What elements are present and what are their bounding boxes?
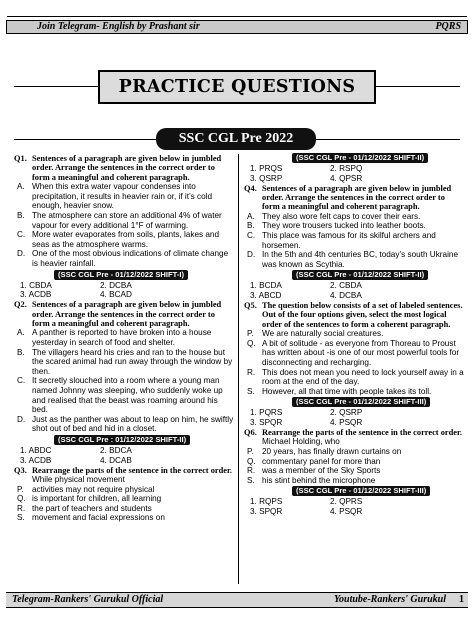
option-label: D. (17, 249, 26, 259)
question-number: Q1. (14, 154, 27, 163)
option-label: Q. (247, 338, 256, 348)
option-label: R. (247, 367, 256, 377)
footer-telegram-text: Telegram-Rankers' Gurukul Official (12, 594, 164, 605)
option-label: S. (247, 475, 255, 485)
option (14, 485, 234, 495)
option (14, 348, 234, 377)
option (244, 457, 464, 467)
question-text: Sentences of a paragraph are given below in jumbled order. Arrange the sentences in the correct order to form a meaningful and coherent paragraph. (32, 154, 222, 182)
answer-choice: 3. SPQR (250, 507, 283, 517)
option-text: However, all that time with people takes its toll. (262, 386, 432, 396)
question-number: Q2. (14, 300, 27, 310)
answer-choices (14, 446, 234, 466)
option-text: The atmosphere can store an additional 4% of water vapour for every additional 1°F of warming. (32, 211, 222, 230)
answer-choice: 2. CBDA (330, 281, 362, 291)
option (14, 230, 234, 249)
option-text: One of the most obvious indications of climate change is heavier rainfall. (32, 249, 229, 268)
exam-tag: (SSC CGL Pre - 01/12/2022 SHIFT-III) (292, 397, 430, 407)
option-text: We are naturally social creatures. (262, 329, 384, 339)
answer-choices (244, 281, 464, 301)
option-label: P. (247, 446, 254, 456)
answer-choice: 2. BDCA (100, 445, 132, 455)
question-text: Rearrange the parts of the sentence in the correct order. (32, 465, 233, 475)
question-number: Q5. (244, 300, 257, 310)
option-text: This does not mean you need to lock yourself away in a room at the end of the day. (262, 367, 464, 387)
option-text: activities may not require physical (32, 484, 155, 494)
question-number: Q3. (14, 465, 27, 475)
option (244, 221, 464, 231)
option-label: S. (17, 513, 25, 523)
question-1 (14, 154, 234, 182)
answer-choice: 2. RSPQ (330, 164, 363, 173)
option-text: his stint behind the microphone (262, 475, 376, 485)
answer-choices (14, 281, 234, 301)
option-text: This place was famous for its skilful archers and horsemen. (262, 231, 436, 250)
option (244, 329, 464, 339)
option (14, 249, 234, 268)
answer-choice: 2. QPRS (330, 497, 363, 507)
question-4 (244, 184, 464, 212)
answer-choices (244, 497, 464, 517)
option-text: In the 5th and 4th centuries BC, today’s south Ukraine was known as Scythia. (262, 250, 459, 269)
option (14, 415, 234, 434)
option-text: It secretly slouched into a room where a young man named Johnny was sleeping, who suddenly woke up and realised that the beast was roaming around his bed. (32, 376, 223, 415)
option-label: A. (247, 211, 255, 221)
page-footer (6, 592, 468, 608)
answer-choice: 2. QSRP (330, 408, 363, 418)
option-text: was a member of the Sky Sports (262, 466, 381, 476)
sentence-lead: Michael Holding, who (262, 437, 340, 447)
answer-choice: 1. BCDA (250, 281, 282, 291)
left-column (14, 154, 234, 523)
answer-choice: 4. DCBA (330, 291, 362, 301)
footer-youtube-text: Youtube-Rankers' Gurukul (334, 594, 446, 605)
option (244, 212, 464, 222)
option (14, 494, 234, 504)
option-label: P. (247, 329, 254, 339)
option-text: They also wore felt caps to cover their ears. (262, 211, 421, 221)
option-text: Just as the panther was about to leap on him, he swiftly shot out of bed and hid in a closet. (32, 414, 234, 434)
option-text: More water evaporates from soils, plants, lakes and seas as the atmosphere warms. (32, 230, 220, 249)
sentence-lead: While physical movement (32, 474, 125, 484)
option (244, 447, 464, 457)
question-6 (244, 428, 464, 437)
page-number: 1 (459, 594, 464, 605)
option (14, 211, 234, 230)
option-label: B. (17, 347, 25, 357)
answer-choice: 3. ACDB (20, 455, 52, 465)
page-header (6, 20, 468, 34)
option-text: is important for children, all learning (32, 494, 162, 504)
question-text: Rearrange the parts of the sentence in the correct order. (262, 427, 463, 437)
option-text: movement and facial expressions on (32, 513, 165, 523)
option-label: Q. (17, 494, 26, 504)
option-text: A panther is reported to have broken into a house yesterday in search of food and shelter. (32, 328, 212, 347)
option-text: When this extra water vapour condenses into precipitation, it results in heavier rain or, if it’s cold enough, heavier snow. (32, 182, 213, 211)
option-label: A. (17, 182, 25, 192)
option (244, 466, 464, 476)
option (244, 387, 464, 397)
exam-tag: (SSC CGL Pre - 01/12/2022 SHIFT-I) (54, 270, 188, 280)
answer-choice: 3. ACDB (20, 290, 52, 300)
option-label: A. (17, 328, 25, 338)
option-label: B. (17, 211, 25, 220)
option-text: A bit of solitude - as everyone from Thoreau to Proust has written about -is one of our most powerful tools for disconnecting and recharging. (262, 338, 460, 367)
answer-choice: 3. QSRP (250, 173, 283, 183)
answer-choices (244, 408, 464, 428)
option (14, 376, 234, 414)
option (14, 182, 234, 211)
option (14, 504, 234, 514)
option-label: R. (247, 466, 256, 476)
answer-choice: 4. PSQR (330, 418, 363, 428)
option-label: S. (247, 386, 255, 396)
question-number: Q4. (244, 183, 257, 193)
option-text: The villagers heard his cries and ran to the house but the scared animal had run away through the window by then. (32, 347, 233, 376)
exam-tag: (SSC CGL Pre : 01/12/2022 SHIFT-II) (54, 435, 190, 445)
question-3 (14, 466, 234, 475)
question-text: Sentences of a paragraph are given below in jumbled order. Arrange the sentences in the correct order to form a meaningful and coherent paragraph. (32, 300, 222, 328)
option-label: B. (247, 221, 255, 231)
option (14, 513, 234, 523)
answer-choice: 2. DCBA (100, 280, 132, 290)
option (244, 476, 464, 486)
question-number: Q6. (244, 427, 257, 437)
answer-choice: 4. PSQR (330, 507, 363, 517)
exam-tag: (SSC CGL Pre - 01/12/2022 SHIFT-II) (292, 153, 428, 163)
option (244, 250, 464, 269)
option-label: R. (17, 503, 26, 513)
option-text: They wore trousers tucked into leather boots. (262, 221, 426, 231)
answer-choice: 3. SPQR (250, 418, 283, 428)
exam-tag: (SSC CGL Pre - 01/12/2022 SHIFT-III) (292, 486, 430, 496)
option-text: commentary panel for more than (262, 456, 381, 466)
option-label: C. (247, 231, 256, 240)
question-text: The question below consists of a set of labeled sentences. Out of the four options given, select the most logical order of the sentences to form a coherent paragraph. (262, 300, 463, 329)
question-5 (244, 301, 464, 329)
option-text: 20 years, has finally drawn curtains on (262, 446, 402, 456)
answer-choice: 1. PQRS (250, 408, 283, 418)
option-label: C. (17, 230, 26, 240)
answer-choice: 1. PRQS (250, 164, 283, 173)
answer-choices (244, 164, 464, 184)
header-left-text: Join Telegram- English by Prashant sir (37, 21, 200, 32)
answer-choice: 1. CBDA (20, 280, 52, 290)
answer-choice: 4. BCAD (100, 290, 132, 300)
question-2 (14, 300, 234, 328)
answer-choice: 4. QPSR (330, 173, 363, 183)
column-divider (238, 154, 239, 584)
exam-badge: SSC CGL Pre 2022 (156, 128, 316, 150)
option-label: D. (17, 414, 26, 424)
answer-choice: 1. RQPS (250, 497, 283, 507)
answer-choice: 4. DCAB (100, 455, 132, 465)
page-title: PRACTICE QUESTIONS (98, 70, 376, 104)
option-label: D. (247, 250, 256, 260)
option-label: C. (17, 376, 26, 386)
answer-choice: 1. ABDC (20, 445, 52, 455)
option (244, 231, 464, 250)
exam-tag: (SSC CGL Pre - 01/12/2022 SHIFT-II) (292, 270, 428, 280)
question-text: Sentences of a paragraph are given below in jumbled order. Arrange the sentences in the correct order to form a meaningful and coherent paragraph. (262, 183, 452, 212)
option (244, 339, 464, 368)
option-label: P. (17, 484, 24, 494)
option (14, 328, 234, 347)
answer-choice: 3. ABCD (250, 291, 282, 301)
header-right-text: PQRS (435, 21, 461, 32)
option (244, 368, 464, 387)
option-text: the part of teachers and students (32, 503, 152, 513)
right-column (244, 152, 464, 517)
option-label: Q. (247, 456, 256, 466)
header-rule (7, 16, 467, 17)
